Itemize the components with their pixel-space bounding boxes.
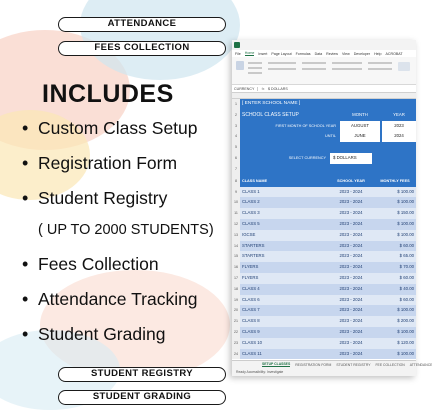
school-name-cell[interactable]: [ ENTER SCHOOL NAME ] <box>240 99 416 110</box>
tab-setup-classes[interactable]: SETUP CLASSES <box>262 362 291 366</box>
first-year-cell[interactable]: 2023 <box>382 121 416 132</box>
fee-cell[interactable]: $ 100.00 <box>374 197 416 208</box>
row-number[interactable]: 13 <box>232 230 240 241</box>
table-header-row <box>232 175 416 187</box>
table-row[interactable] <box>232 241 416 252</box>
row-number[interactable]: 1 <box>232 99 240 110</box>
menu-review[interactable]: Review <box>326 51 338 56</box>
month-header: MONTH <box>340 110 380 121</box>
excel-icon <box>234 42 240 48</box>
feature-item: • Custom Class Setup <box>22 118 198 138</box>
sheet-row <box>232 121 416 132</box>
row-number[interactable]: 5 <box>232 142 240 153</box>
class-name-cell[interactable]: CLASS 7 <box>240 305 328 316</box>
feature-label: Student Grading <box>38 324 166 344</box>
table-row[interactable] <box>232 284 416 295</box>
feature-label: Registration Form <box>38 153 178 173</box>
wrap-text-control[interactable] <box>332 62 362 64</box>
sheet-tabs <box>232 360 432 368</box>
ribbon-control[interactable] <box>248 67 262 69</box>
table-row[interactable] <box>232 251 416 262</box>
feature-label: Student Registry <box>38 188 168 208</box>
row-number[interactable]: 19 <box>232 295 240 306</box>
ribbon-toolbar <box>232 57 416 85</box>
font-selector[interactable] <box>268 62 296 64</box>
class-name-cell[interactable]: CLASS 9 <box>240 327 328 338</box>
class-name-cell[interactable]: FLYERS <box>240 273 328 284</box>
class-name-cell[interactable]: CLASS 6 <box>240 295 328 306</box>
menu-view[interactable]: View <box>341 51 350 56</box>
menu-home[interactable]: Home <box>244 51 255 55</box>
fee-cell[interactable]: $ 65.00 <box>374 251 416 262</box>
row-number[interactable]: 7 <box>232 164 240 175</box>
school-year-cell[interactable]: 2023 - 2024 <box>330 284 372 295</box>
spreadsheet-window <box>232 40 432 376</box>
school-year-cell[interactable]: 2023 - 2024 <box>330 316 372 327</box>
tab-registration-form[interactable]: REGISTRATION FORM <box>295 362 332 367</box>
fx-icon[interactable]: fx <box>261 86 265 91</box>
table-row[interactable] <box>232 295 416 306</box>
fee-cell[interactable]: $ 100.00 <box>374 219 416 230</box>
includes-heading: INCLUDES <box>42 80 174 108</box>
table-row[interactable] <box>232 305 416 316</box>
menu-help[interactable]: Help <box>374 51 382 56</box>
ribbon-control[interactable] <box>248 72 262 74</box>
number-format-control[interactable] <box>368 68 392 70</box>
fee-cell[interactable]: $ 100.00 <box>374 327 416 338</box>
row-number[interactable]: 8 <box>232 175 240 187</box>
table-row[interactable] <box>232 187 416 198</box>
row-number[interactable]: 14 <box>232 241 240 252</box>
feature-note: ( UP TO 2000 STUDENTS) <box>38 222 214 238</box>
school-year-cell[interactable]: 2023 - 2024 <box>330 219 372 230</box>
row-number[interactable]: 17 <box>232 273 240 284</box>
table-row[interactable] <box>232 230 416 241</box>
col-class-name[interactable]: CLASS NAME <box>240 175 328 187</box>
row-number[interactable]: 9 <box>232 187 240 198</box>
school-year-cell[interactable]: 2023 - 2024 <box>330 208 372 219</box>
row-number[interactable]: 12 <box>232 219 240 230</box>
menu-formulas[interactable]: Formulas <box>295 51 311 56</box>
alignment-controls[interactable] <box>302 62 326 64</box>
attendance-pill: ATTENDANCE <box>58 17 226 32</box>
table-row[interactable] <box>232 327 416 338</box>
school-year-cell[interactable]: 2023 - 2024 <box>330 305 372 316</box>
table-row[interactable] <box>232 208 416 219</box>
class-name-cell[interactable]: CLASS 5 <box>240 219 328 230</box>
class-name-cell[interactable]: CLASS 1 <box>240 187 328 198</box>
col-school-year[interactable]: SCHOOL YEAR <box>330 175 372 187</box>
feature-label: Attendance Tracking <box>38 289 198 309</box>
sheet-row <box>232 164 416 175</box>
row-number[interactable]: 15 <box>232 251 240 262</box>
row-number[interactable]: 16 <box>232 262 240 273</box>
row-number[interactable]: 6 <box>232 153 240 164</box>
school-year-cell[interactable]: 2023 - 2024 <box>330 262 372 273</box>
until-year-cell[interactable]: 2024 <box>382 131 416 142</box>
row-number[interactable]: 22 <box>232 327 240 338</box>
feature-item: • Fees Collection <box>22 254 159 274</box>
merge-center-control[interactable] <box>332 68 362 70</box>
until-month-cell[interactable]: JUNE <box>340 131 380 142</box>
fee-cell[interactable]: $ 60.00 <box>374 241 416 252</box>
sheet-row <box>232 99 416 110</box>
currency-dropdown[interactable]: $ DOLLARS <box>330 153 372 164</box>
title-bar <box>232 40 416 50</box>
table-row[interactable] <box>232 316 416 327</box>
class-name-cell[interactable]: CLASS 11 <box>240 349 328 360</box>
row-number[interactable]: 4 <box>232 131 240 142</box>
school-year-cell[interactable]: 2023 - 2024 <box>330 338 372 349</box>
class-name-cell[interactable]: CLASS 3 <box>240 208 328 219</box>
row-number[interactable]: 24 <box>232 349 240 360</box>
class-name-cell[interactable]: FLYERS <box>240 262 328 273</box>
tab-student-registry[interactable]: STUDENT REGISTRY <box>336 362 371 367</box>
table-row[interactable] <box>232 338 416 349</box>
table-row[interactable] <box>232 219 416 230</box>
menu-developer[interactable]: Developer <box>353 51 371 56</box>
school-year-cell[interactable]: 2023 - 2024 <box>330 295 372 306</box>
col-monthly-fees[interactable]: MONTHLY FEES <box>374 175 416 187</box>
fee-cell[interactable]: $ 70.00 <box>374 262 416 273</box>
ribbon-tabs <box>232 50 416 57</box>
tab-fee-collection[interactable]: FEE COLLECTION <box>375 362 405 367</box>
row-number[interactable]: 18 <box>232 284 240 295</box>
menu-page-layout[interactable]: Page Layout <box>271 51 292 56</box>
sheet-row <box>232 153 416 164</box>
sheet-row <box>232 110 416 121</box>
number-format-control[interactable] <box>368 62 392 64</box>
menu-file[interactable]: File <box>235 51 241 56</box>
fee-cell[interactable]: $ 60.00 <box>374 273 416 284</box>
styles-icon[interactable] <box>398 62 410 71</box>
fee-cell[interactable]: $ 150.00 <box>374 208 416 219</box>
fee-cell[interactable]: $ 100.00 <box>374 349 416 360</box>
fee-cell[interactable]: $ 60.00 <box>374 295 416 306</box>
ribbon-control[interactable] <box>248 62 262 64</box>
student-grading-pill: STUDENT GRADING <box>58 390 226 405</box>
row-number[interactable]: 10 <box>232 197 240 208</box>
class-name-cell[interactable]: CLASS 10 <box>240 338 328 349</box>
school-year-cell[interactable]: 2023 - 2024 <box>330 230 372 241</box>
fee-cell[interactable]: $ 100.00 <box>374 305 416 316</box>
first-month-cell[interactable]: AUGUST <box>340 121 380 132</box>
row-number[interactable]: 11 <box>232 208 240 219</box>
table-row[interactable] <box>232 273 416 284</box>
class-name-cell[interactable]: STARTERS <box>240 251 328 262</box>
row-band <box>240 164 416 175</box>
school-year-cell[interactable]: 2023 - 2024 <box>330 349 372 360</box>
row-number[interactable]: 3 <box>232 121 240 132</box>
class-name-cell[interactable]: IGCSE <box>240 230 328 241</box>
fees-collection-pill: FEES COLLECTION <box>58 41 226 56</box>
table-row[interactable] <box>232 262 416 273</box>
table-row[interactable] <box>232 349 416 360</box>
school-year-cell[interactable]: 2023 - 2024 <box>330 197 372 208</box>
feature-item: • Attendance Tracking <box>22 289 198 309</box>
class-name-cell[interactable]: STARTERS <box>240 241 328 252</box>
status-bar: Ready Accessibility: Investigate <box>232 368 416 376</box>
setup-title: SCHOOL CLASS SETUP <box>240 110 340 121</box>
formula-input[interactable]: $ DOLLARS <box>268 86 288 91</box>
menu-acrobat[interactable]: ACROBAT <box>385 51 403 56</box>
row-number[interactable]: 23 <box>232 338 240 349</box>
feature-label: Fees Collection <box>38 254 159 274</box>
first-month-label: FIRST MONTH OF SCHOOL YEAR <box>240 121 338 132</box>
row-number[interactable]: 21 <box>232 316 240 327</box>
school-year-cell[interactable]: 2023 - 2024 <box>330 273 372 284</box>
student-registry-pill: STUDENT REGISTRY <box>58 367 226 382</box>
feature-item: • Student Grading <box>22 324 166 344</box>
fee-cell[interactable]: $ 100.00 <box>374 187 416 198</box>
row-number[interactable]: 2 <box>232 110 240 121</box>
sheet-grid <box>232 99 416 359</box>
name-box[interactable]: CURRENCY <box>232 87 258 91</box>
class-name-cell[interactable]: CLASS 8 <box>240 316 328 327</box>
row-number[interactable]: 20 <box>232 305 240 316</box>
font-style-controls[interactable] <box>268 68 296 70</box>
school-year-cell[interactable]: 2023 - 2024 <box>330 251 372 262</box>
school-year-cell[interactable]: 2023 - 2024 <box>330 327 372 338</box>
paste-icon[interactable] <box>236 61 244 70</box>
until-label: UNTIL <box>240 131 338 142</box>
row-band <box>240 142 416 153</box>
fee-cell[interactable]: $ 40.00 <box>374 284 416 295</box>
fee-cell[interactable]: $ 100.00 <box>374 230 416 241</box>
fee-cell[interactable]: $ 120.00 <box>374 338 416 349</box>
table-row[interactable] <box>232 197 416 208</box>
alignment-controls[interactable] <box>302 68 326 70</box>
menu-data[interactable]: Data <box>314 51 323 56</box>
fee-cell[interactable]: $ 200.00 <box>374 316 416 327</box>
class-name-cell[interactable]: CLASS 4 <box>240 284 328 295</box>
school-year-cell[interactable]: 2023 - 2024 <box>330 187 372 198</box>
formula-bar <box>232 85 416 93</box>
currency-label: SELECT CURRENCY <box>240 153 328 164</box>
tab-attendance[interactable]: ATTENDANCE <box>409 362 432 367</box>
sheet-row <box>232 142 416 153</box>
class-name-cell[interactable]: CLASS 2 <box>240 197 328 208</box>
school-year-cell[interactable]: 2023 - 2024 <box>330 241 372 252</box>
feature-label: Custom Class Setup <box>38 118 198 138</box>
feature-item: • Registration Form <box>22 153 178 173</box>
feature-item: • Student Registry <box>22 188 168 208</box>
menu-insert[interactable]: Insert <box>258 51 268 56</box>
year-header: YEAR <box>382 110 416 121</box>
sheet-row <box>232 131 416 142</box>
